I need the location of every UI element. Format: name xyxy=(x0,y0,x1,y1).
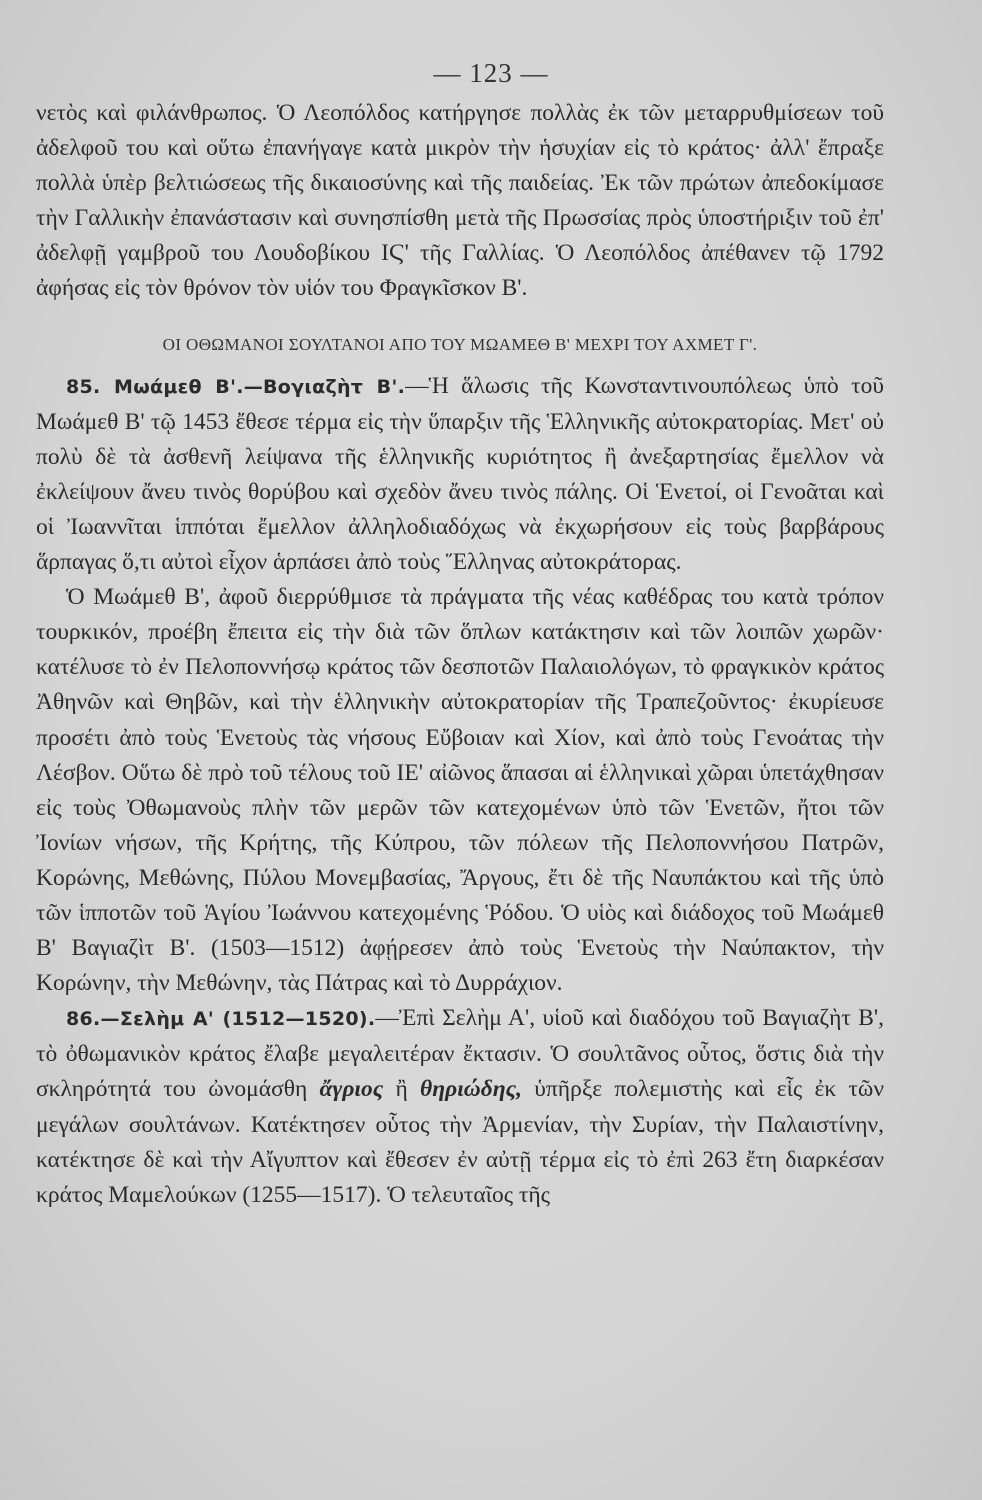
paragraph-mohammed: Ὁ Μωάμεθ Β', ἀφοῦ διερρύθμισε τὰ πράγματα τῆς νέας καθέδρας του κατὰ τρόπον τουρκικόν, προέβη ἔπειτα εἰς τὴν διὰ τῶν ὅπλων κατάκτησιν καὶ τῶν λοιπῶν χωρῶν· κατέλυσε τὸ ἐν Πελοποννήσῳ κράτος τῶν δεσποτῶν Παλαιολόγων, τὸ φραγκικὸν κράτος Ἀθηνῶν καὶ Θηβῶν, καὶ τὴν ἑλληνικὴν αὐτοκρατορίαν τῆς Τραπεζοῦντος· ἐκυρίευσε προσέτι ἀπὸ τοὺς Ἑνετοὺς τὰς νήσους Εὔβοιαν καὶ Χίον, καὶ ἀπὸ τοὺς Γενοάτας τὴν Λέσβον. Οὕτω δὲ πρὸ τοῦ τέλους τοῦ ΙΕ' αἰῶνος ἅπασαι αἱ ἑλληνικαὶ χῶραι ὑπετάχθησαν εἰς τοὺς Ὀθωμανοὺς πλὴν τῶν μερῶν τῶν κατεχομένων ὑπὸ τῶν Ἑνετῶν, ἤτοι τῶν Ἰονίων νήσων, τῆς Κρήτης, τῆς Κύπρου, τῶν πόλεων τῆς Πελοποννήσου Πατρῶν, Κορώνης, Μεθώνης, Πύλου Μονεμβασίας, Ἄργους, ἔτι δὲ τῆς Ναυπάκτου καὶ τῆς ὑπὸ τῶν ἱπποτῶν τοῦ Ἁγίου Ἰωάννου κατεχομένης Ῥόδου. Ὁ υἱὸς καὶ διάδοχος τοῦ Μωάμεθ Β' Βαγιαζὶτ Β'. (1503—1512) ἀφῄρεσεν ἀπὸ τοὺς Ἑνετοὺς τὴν Ναύπακτον, τὴν Κορώνην, τὴν Μεθώνην, τὰς Πάτρας καὶ τὸ Δυρράχιον. xyxy=(36,584,884,997)
section-86-title: 86.—Σελὴμ Α' (1512—1520). xyxy=(66,1008,376,1031)
paragraph-section-85 xyxy=(36,369,884,581)
emphasis-thiriodis: θηριώδης, xyxy=(420,1076,523,1103)
paragraph-section-86 xyxy=(36,1001,884,1213)
section-heading: ΟΙ ΟΘΩΜΑΝΟΙ ΣΟΥΛΤΑΝΟΙ ΑΠΟ ΤΟΥ ΜΩΑΜΕΘ Β' ΜΕΧΡΙ ΤΟΥ ΑΧΜΕΤ Γ'. xyxy=(162,334,758,354)
section-86-text-c: ὑπῆρξε πολεμιστὴς καὶ εἷς ἐκ τῶν μεγάλων σουλτάνων. Κατέκτησεν οὗτος τὴν Ἀρμενίαν, τὴν Συρίαν, τὴν Παλαιστίνην, κατέκτησε δὲ καὶ τὴν Αἴγυπτον καὶ ἔθεσεν ἐν αὐτῇ τέρμα εἰς τὸ ἐπὶ 263 ἔτη διαρκέσαν κράτος Μαμελούκων (1255—1517). Ὁ τελευταῖος τῆς xyxy=(36,1076,884,1208)
emphasis-agrios: ἄγριος xyxy=(319,1076,384,1103)
paragraph-leopold: νετὸς καὶ φιλάνθρωπος. Ὁ Λεοπόλδος κατήργησε πολλὰς ἐκ τῶν μεταρρυθμίσεων τοῦ ἀδελφοῦ του καὶ οὕτω ἐπανήγαγε κατὰ μικρὸν τὴν ἡσυχίαν εἰς τὸ κράτος· ἀλλ' ἔπραξε πολλὰ ὑπὲρ βελτιώσεως τῆς δικαιοσύνης καὶ τῆς παιδείας. Ἐκ τῶν πρώτων ἀπεδοκίμασε τὴν Γαλλικὴν ἐπανάστασιν καὶ συνησπίσθη μετὰ τῆς Πρωσσίας πρὸς ὑποστήριξιν τοῦ ἐπ' ἀδελφῇ γαμβροῦ του Λουδοβίκου ΙϚ' τῆς Γαλλίας. Ὁ Λεοπόλδος ἀπέθανεν τῷ 1792 ἀφήσας εἰς τὸν θρόνον τὸν υἱόν του Φραγκῖσκον Β'. xyxy=(36,100,884,302)
section-85-title: 85. Μωάμεθ Β'.—Βογιαζὴτ Β'. xyxy=(66,375,406,398)
section-85-text: —Ἡ ἅλωσις τῆς Κωνσταντινουπόλεως ὑπὸ τοῦ Μωάμεθ Β' τῷ 1453 ἔθεσε τέρμα εἰς τὴν ὕπαρξιν τῆς Ἑλληνικῆς αὐτοκρατορίας. Μετ' οὐ πολὺ δὲ τὰ ἀσθενῆ λείψανα τῆς ἑλληνικῆς κυριότητος ἢ ἀνεξαρτησίας ἔμελλον νὰ ἐκλείψουν ἄνευ τινὸς θορύβου καὶ σχεδὸν ἄνευ τινὸς πάλης. Οἱ Ἑνετοί, οἱ Γενοᾶται καὶ οἱ Ἰωαννῖται ἱππόται ἔμελλον ἀλληλοδιαδόχως νὰ ἐκχωρήσουν εἰς τοὺς βαρβάρους ἅρπαγας ὅ,τι αὐτοὶ εἶχον ἁρπάσει ἀπὸ τοὺς Ἕλληνας αὐτοκράτορας. xyxy=(36,372,885,576)
page-number: — 123 — xyxy=(433,58,549,88)
section-86-text-a: —Ἐπὶ Σελὴμ Α', υἱοῦ καὶ διαδόχου τοῦ Βαγιαζὴτ Β', τὸ ὀθωμανικὸν κράτος ἔλαβε μεγαλειτέραν ἔκτασιν. Ὁ σουλτᾶνος οὗτος, ὅστις διὰ τὴν σκληρότητά του ὠνομάσθη xyxy=(36,1005,885,1103)
section-86-text-b: ἢ xyxy=(395,1076,408,1103)
page-body xyxy=(36,96,884,1213)
